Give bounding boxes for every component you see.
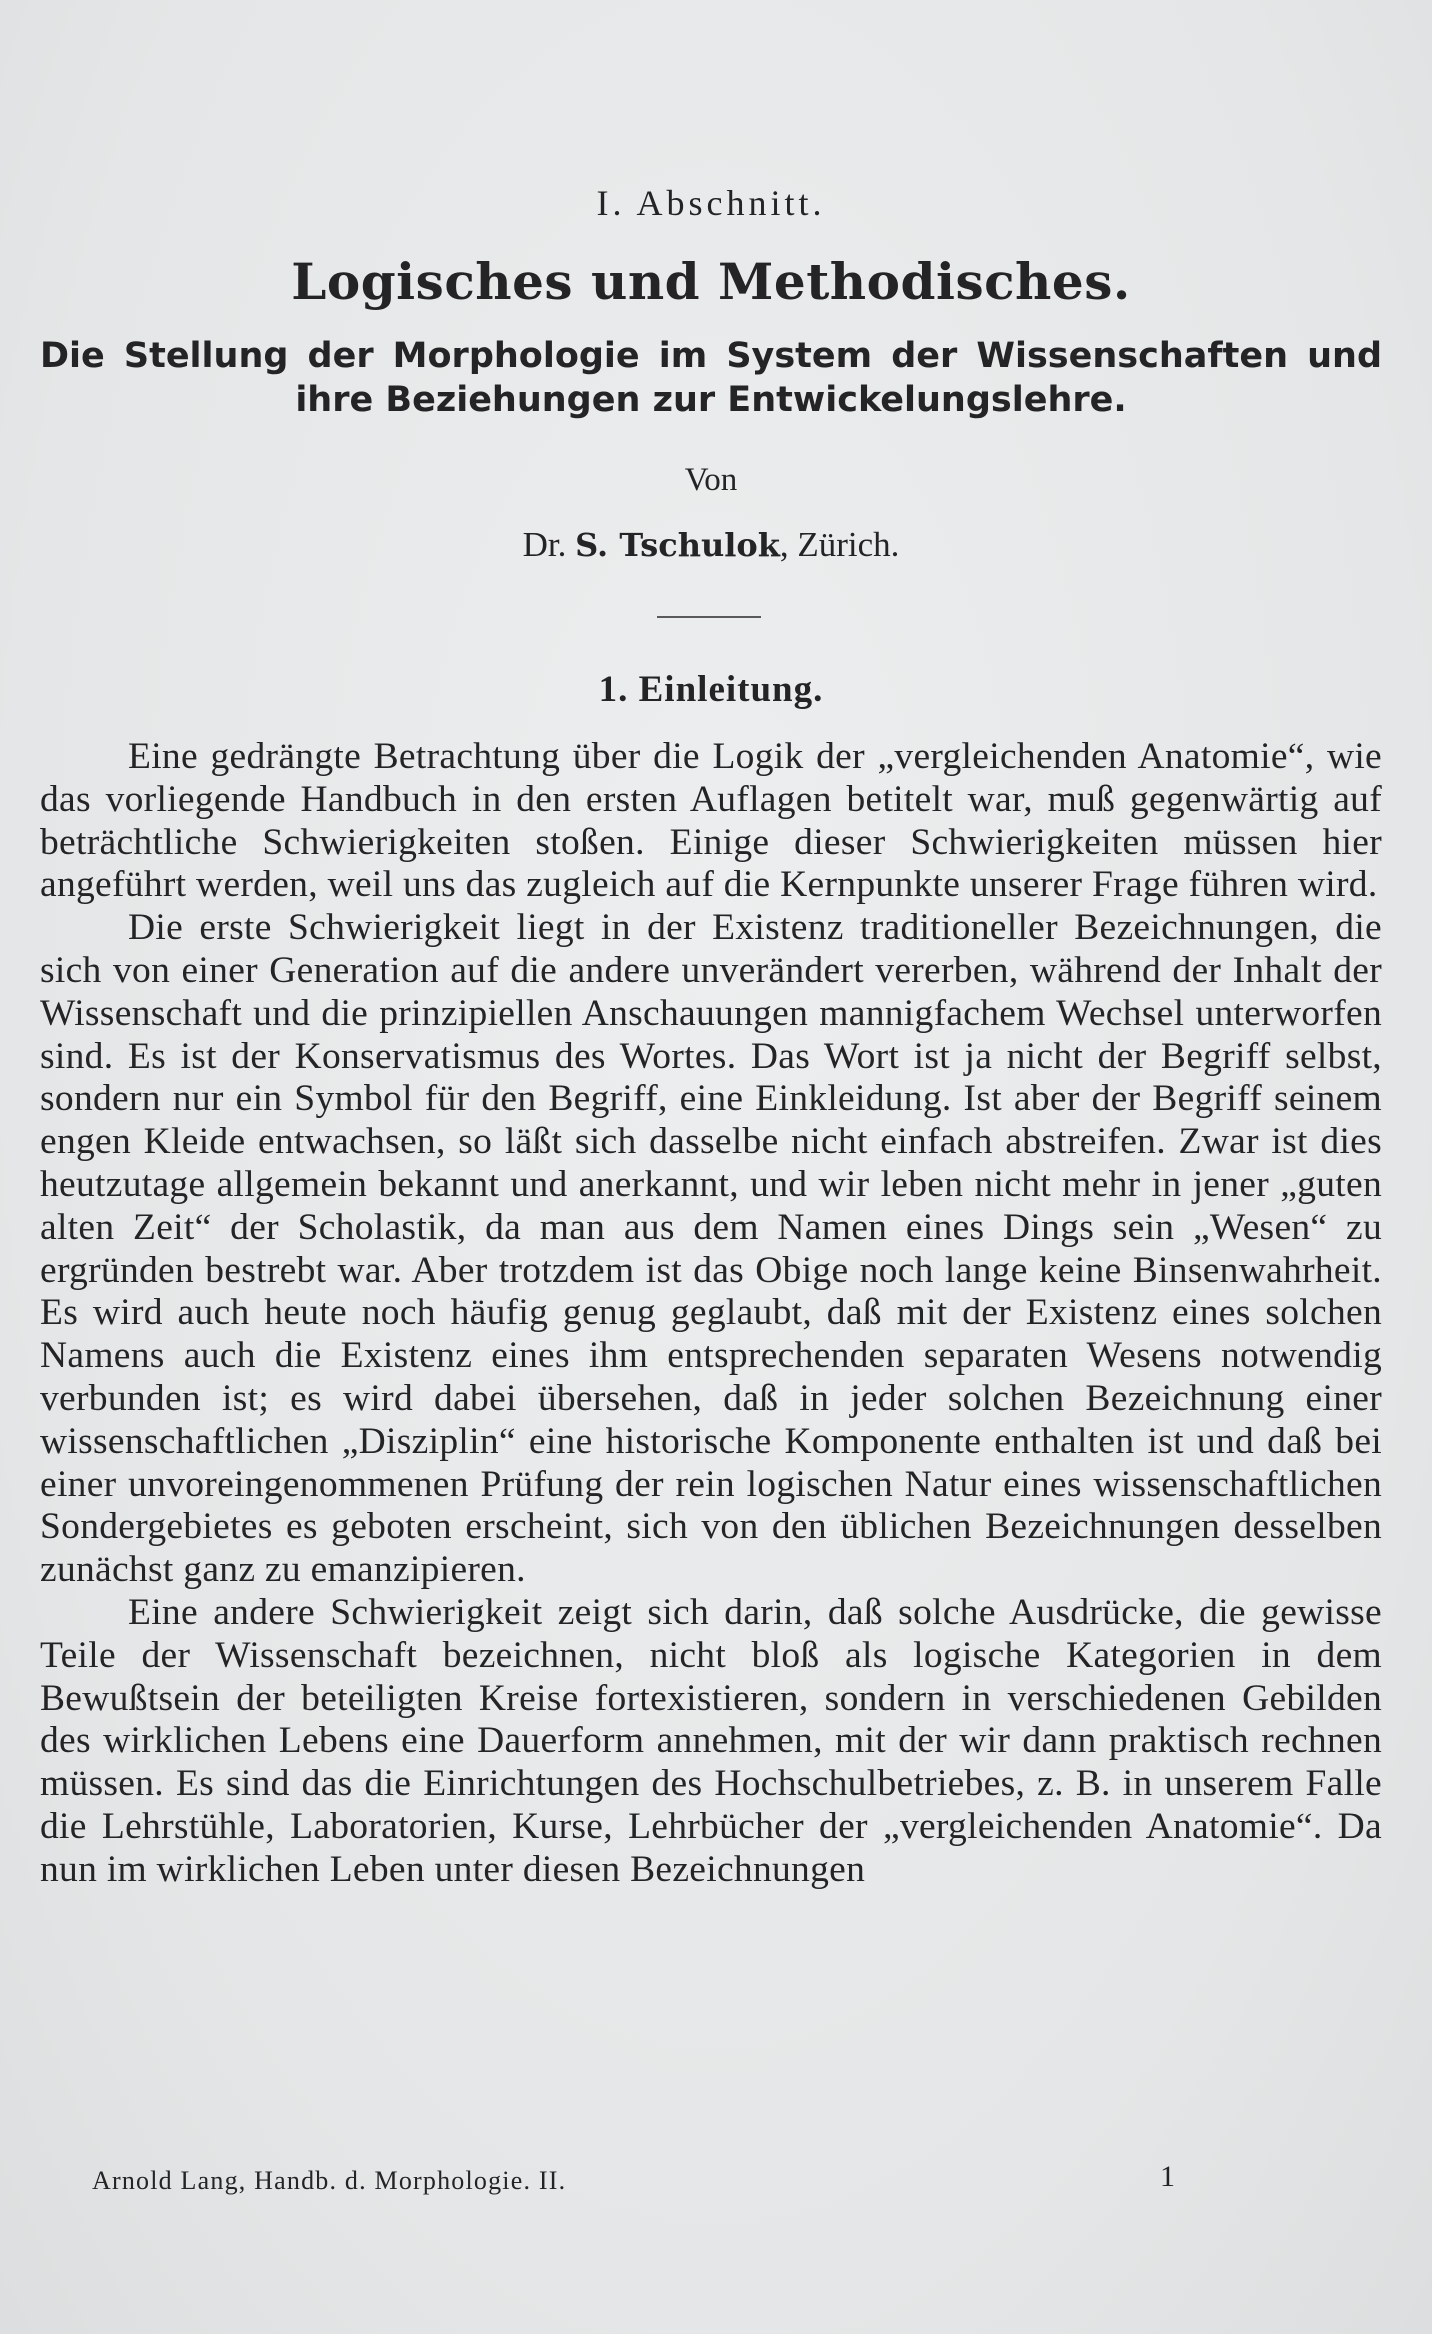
paragraph-2: Die erste Schwierigkeit liegt in der Existenz traditioneller Bezeichnungen, die sich von einer Generation auf die andere unverändert vererben, während der Inhalt der Wissenschaft und die prinzipiellen Anschauungen mannigfachem Wechsel unterworfen sind. Es ist der Konservatismus des Wortes. Das Wort ist ja nicht der Begriff selbst, sondern nur ein Symbol für den Begriff, eine Einkleidung. Ist aber der Begriff seinem engen Kleide entwachsen, so läßt sich dasselbe nicht einfach abstreifen. Zwar ist dies heutzutage allgemein bekannt und anerkannt, und wir leben nicht mehr in jener „guten alten Zeit“ der Scholastik, da man aus dem Namen eines Dings sein „Wesen“ zu ergründen bestrebt war. Aber trotzdem ist das Obige noch lange keine Binsenwahrheit. Es wird auch heute noch häufig genug geglaubt, daß mit der Existenz eines solchen Namens auch die Existenz eines ihm entsprechenden separaten Wesens notwendig verbunden ist; es wird dabei übersehen, daß in jeder solchen Bezeichnung einer wissenschaftlichen „Disziplin“ eine historische Komponente enthalten ist und daß bei einer unvoreingenommenen Prüfung der rein logischen Natur eines wissenschaftlichen Sondergebietes es geboten erscheint, sich von den üblichen Bezeichnungen desselben zunächst ganz zu emanzipieren. xyxy=(40,907,1382,1591)
page-number: 1 xyxy=(1160,2160,1175,2193)
author-place: , Zürich. xyxy=(779,525,900,564)
chapter-heading: 1. Einleitung. xyxy=(598,669,824,710)
section-label: I. Abschnitt. xyxy=(596,183,826,223)
by-line: Von xyxy=(684,462,738,498)
separator-rule xyxy=(657,616,761,618)
paragraph-1: Eine gedrängte Betrachtung über die Logik der „vergleichenden Anatomie“, wie das vorliegende Handbuch in den ersten Auflagen betitelt war, muß gegenwärtig auf beträchtliche Schwierigkeiten stoßen. Einige dieser Schwierigkeiten müssen hier angeführt werden, weil uns das zugleich auf die Kernpunkte unserer Frage führen wird. xyxy=(40,736,1382,906)
main-title: Logisches und Methodisches. xyxy=(291,252,1131,311)
author-name: S. Tschulok xyxy=(575,526,780,564)
author-line xyxy=(40,525,1382,565)
paragraph-3: Eine andere Schwierigkeit zeigt sich darin, daß solche Ausdrücke, die gewisse Teile der Wissenschaft bezeichnen, nicht bloß als logische Kategorien in dem Bewußtsein der beteiligten Kreise fortexistieren, sondern in verschiedenen Gebilden des wirklichen Lebens eine Dauerform annehmen, mit der wir dann praktisch rechnen müssen. Es sind das die Einrichtungen des Hochschulbetriebes, z. B. in unserem Falle die Lehrstühle, Laboratorien, Kurse, Lehrbücher der „vergleichenden Anatomie“. Da nun im wirklichen Leben unter diesen Bezeichnungen xyxy=(40,1591,1382,1890)
body-text xyxy=(40,736,1382,1892)
book-page xyxy=(40,0,1382,2334)
author-prefix: Dr. xyxy=(522,525,567,564)
running-footer: Arnold Lang, Handb. d. Morphologie. II. xyxy=(92,2166,567,2195)
subtitle: Die Stellung der Morphologie im System der Wissenschaften und ihre Beziehungen zur Entwickelungslehre. xyxy=(40,336,1382,420)
